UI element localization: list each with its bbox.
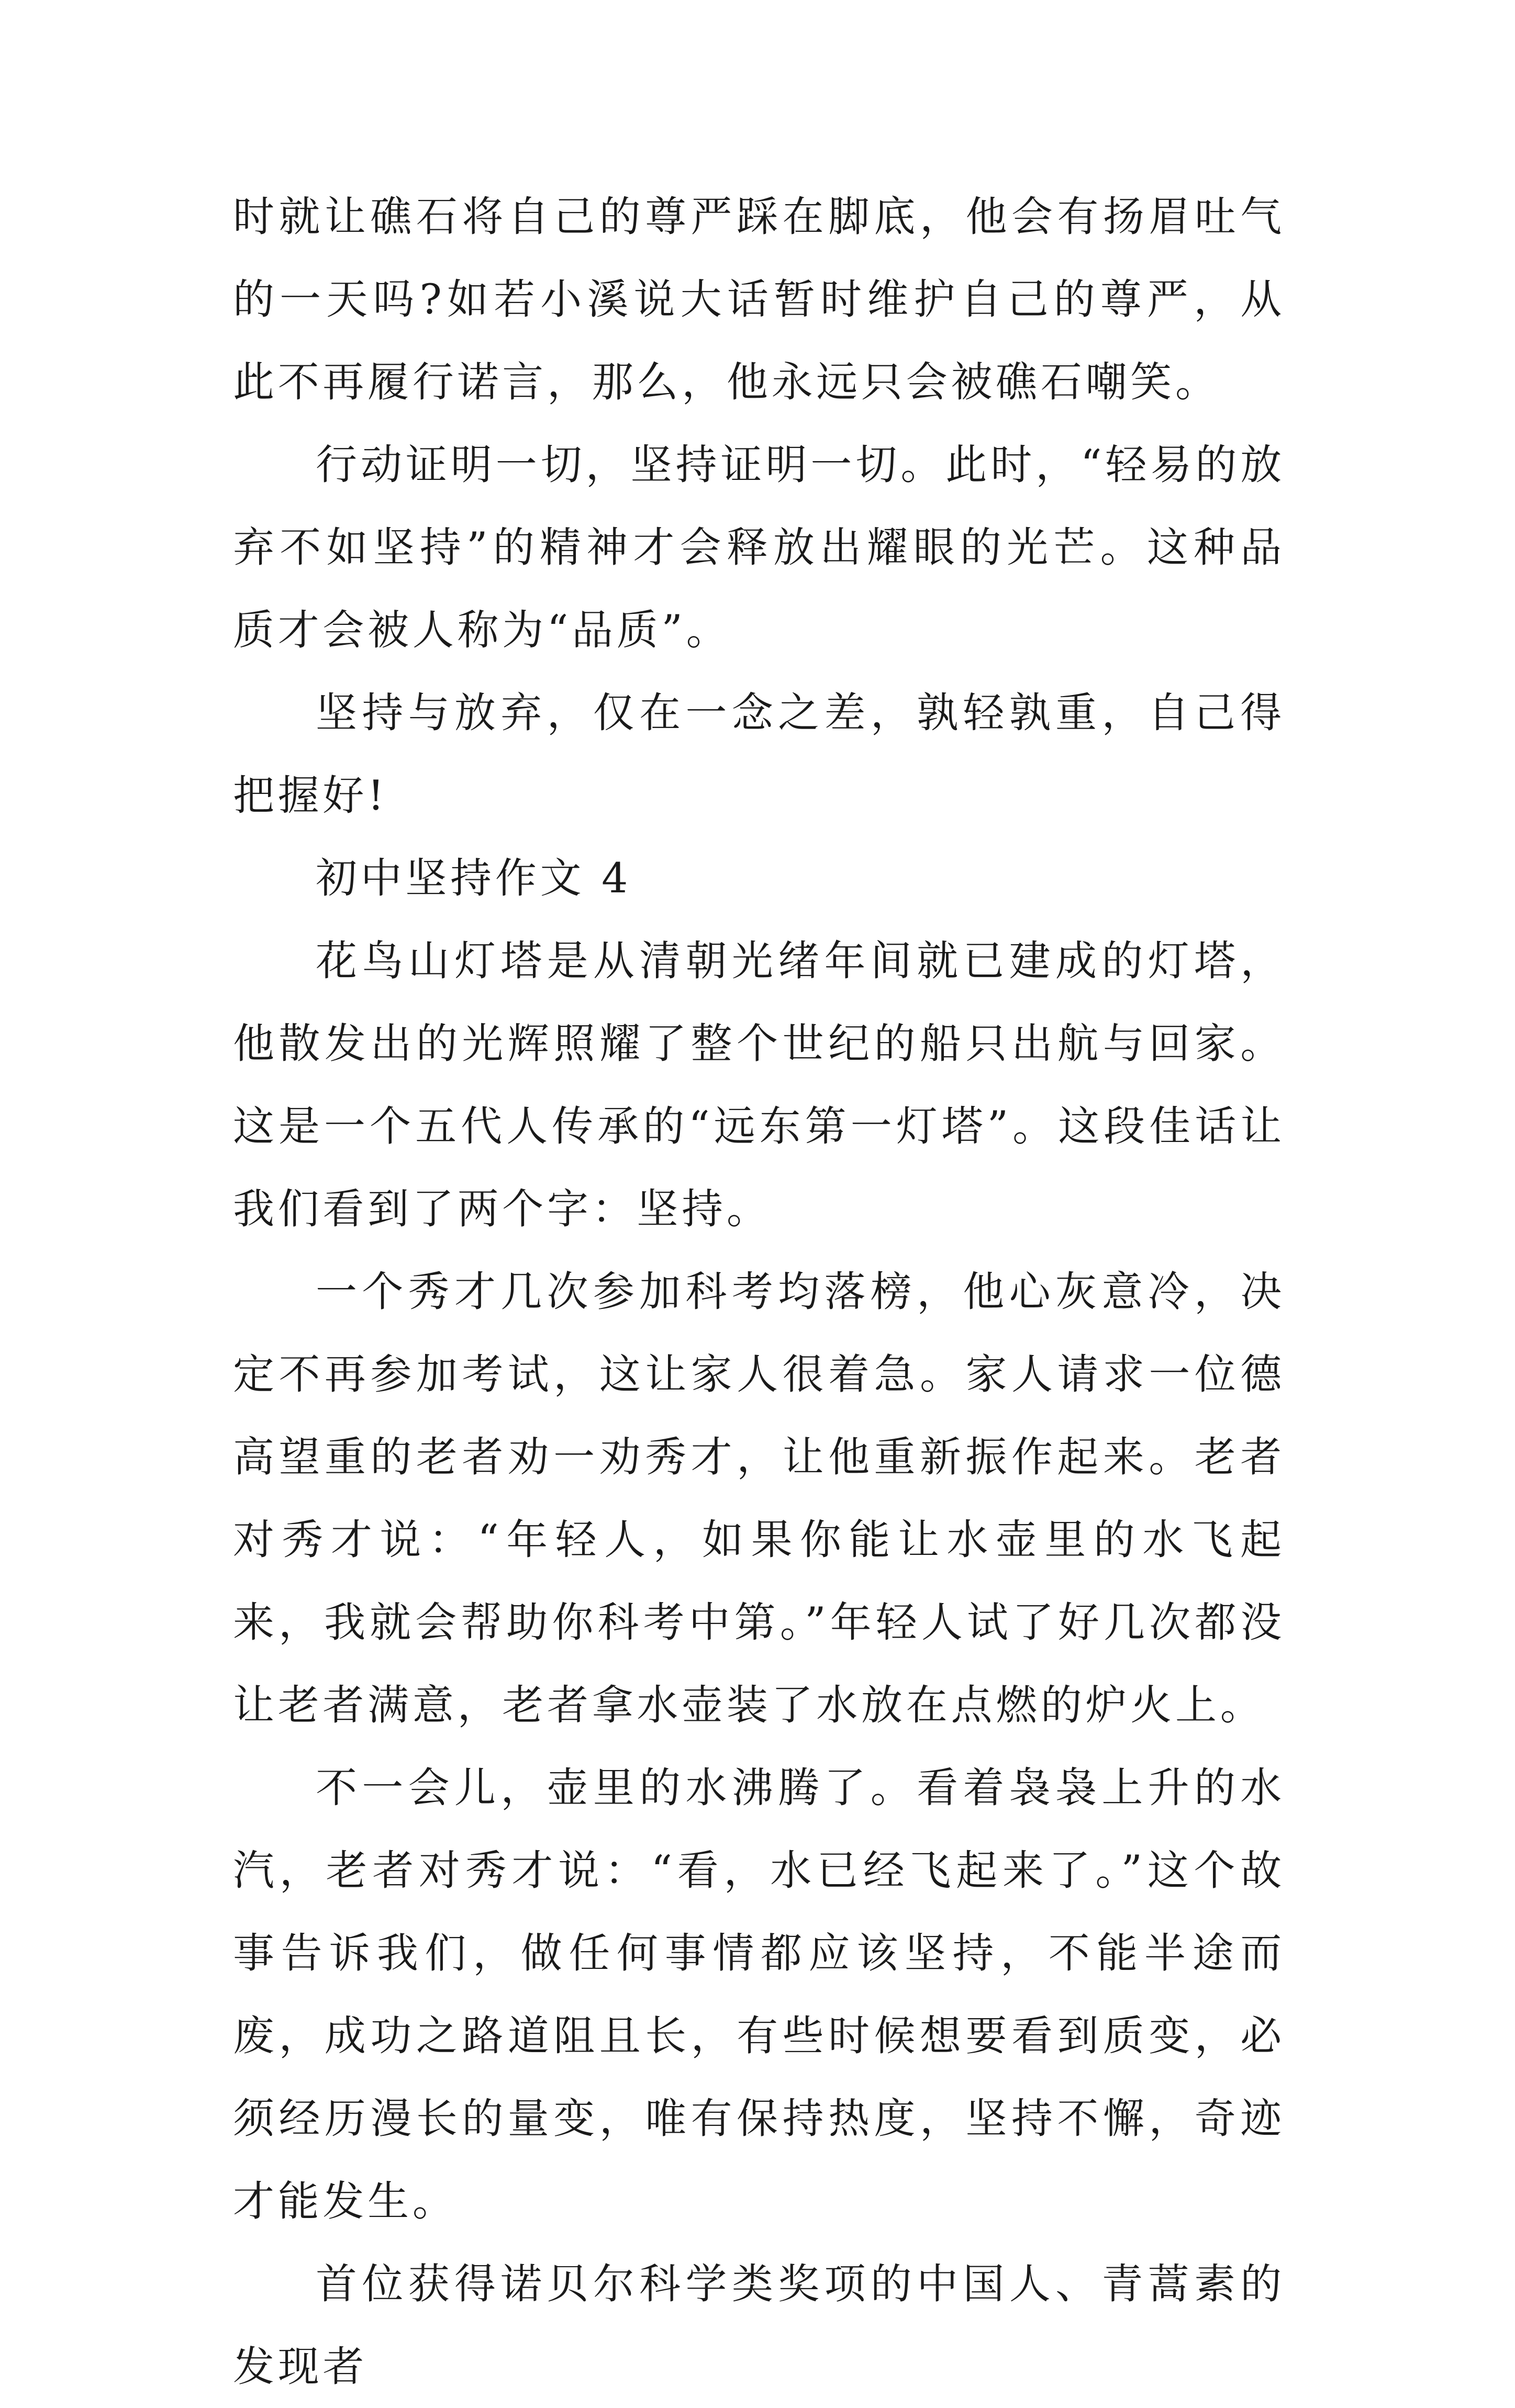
document-body [233, 175, 1285, 2408]
paragraph: 不一会儿，壶里的水沸腾了。看着袅袅上升的水汽，老者对秀才说：“看，水已经飞起来了。”这个故事告诉我们，做任何事情都应该坚持，不能半途而废，成功之路道阻且长，有些时候想要看到质变，必须经历漫长的量变，唯有保持热度，坚持不懈，奇迹才能发生。 [233, 1764, 1285, 2225]
paragraph: 花鸟山灯塔是从清朝光绪年间就已建成的灯塔，他散发出的光辉照耀了整个世纪的船只出航与回家。这是一个五代人传承的“远东第一灯塔”。这段佳话让我们看到了两个字：坚持。 [233, 937, 1285, 1233]
paragraph: 坚持与放弃，仅在一念之差，孰轻孰重，自己得把握好! [233, 689, 1285, 820]
paragraph-continued: 时就让礁石将自己的尊严踩在脚底，他会有扬眉吐气的一天吗?如若小溪说大话暂时维护自己的尊严，从此不再履行诺言，那么，他永远只会被礁石嘲笑。 [233, 193, 1285, 406]
paragraph: 行动证明一切，坚持证明一切。此时，“轻易的放弃不如坚持”的精神才会释放出耀眼的光芒。这种品质才会被人称为“品质”。 [233, 441, 1285, 654]
paragraph: 首位获得诺贝尔科学类奖项的中国人、青蒿素的发现者 [233, 2260, 1285, 2391]
paragraph: 一个秀才几次参加科考均落榜，他心灰意冷，决定不再参加考试，这让家人很着急。家人请求一位德高望重的老者劝一劝秀才，让他重新振作起来。老者对秀才说：“年轻人，如果你能让水壶里的水飞起来，我就会帮助你科考中第。”年轻人试了好几次都没让老者满意，老者拿水壶装了水放在点燃的炉火上。 [233, 1268, 1285, 1729]
section-heading: 初中坚持作文 4 [316, 854, 632, 902]
